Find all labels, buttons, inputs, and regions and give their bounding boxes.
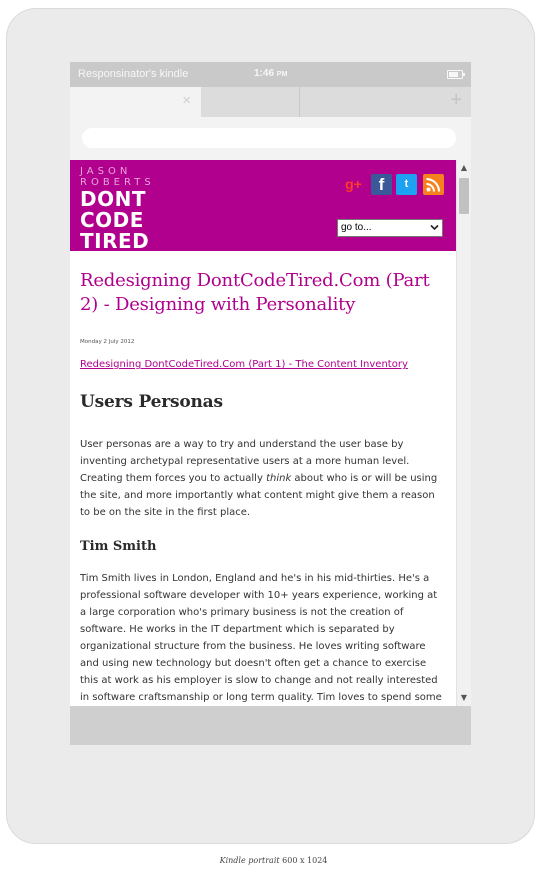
- device-caption: [0, 856, 547, 865]
- status-bar: [70, 62, 471, 87]
- tim-smith-paragraph: Tim Smith lives in London, England and he's in his mid-thirties. He's a professional software developer with 10+ years experience, working at a large corporation who's primary business is not the creation of software. He works in the IT department which is separated by organizational structure from the business. He loves writing software and using new technology but doesn't often get a chance to exercise this at work as his employer is slow to change and not really interested in software craftsmanship or long term quality. Tim loves to spend some: [80, 573, 442, 703]
- twitter-icon[interactable]: t: [396, 174, 417, 195]
- scroll-thumb[interactable]: [459, 178, 469, 214]
- bottom-bar: [70, 706, 471, 745]
- rss-icon[interactable]: [423, 174, 444, 195]
- scroll-down-icon[interactable]: ▼: [460, 693, 468, 702]
- logo-roberts: ROBERTS: [80, 177, 155, 188]
- logo-jason: JASON: [80, 166, 132, 177]
- device-owner-label: Responsinator's kindle: [78, 68, 189, 80]
- web-viewport[interactable]: [70, 160, 471, 706]
- vertical-scrollbar[interactable]: [456, 160, 471, 706]
- site-header: [70, 160, 456, 251]
- para-text-b: about who is or will be using the site, and more importantly what content might give them a reason to be on the site in the first place.: [80, 473, 438, 518]
- url-input[interactable]: [82, 128, 456, 148]
- chevron-down-icon: [430, 224, 439, 231]
- web-page: [70, 160, 456, 740]
- battery-icon: [447, 70, 463, 79]
- address-bar: [70, 117, 471, 160]
- clock-ampm: PM: [276, 71, 288, 78]
- para-text-a: User personas are a way to try and understand the user base by inventing archetypal representative users at a more human level. Creating them forces you to actually: [80, 439, 410, 484]
- tab-active[interactable]: [70, 87, 201, 117]
- new-tab-icon[interactable]: +: [450, 89, 462, 111]
- logo-tired: TIRED: [80, 229, 150, 253]
- clock: [254, 68, 287, 79]
- tab-empty[interactable]: [201, 87, 300, 117]
- previous-post-link[interactable]: Redesigning DontCodeTired.Com (Part 1) - The Content Inventory: [80, 359, 408, 370]
- google-plus-icon[interactable]: g+: [343, 174, 364, 195]
- post-title[interactable]: Redesigning DontCodeTired.Com (Part 2) - Designing with Personality: [80, 270, 430, 315]
- goto-select-value: go to...: [341, 222, 372, 233]
- site-logo[interactable]: [80, 166, 155, 251]
- section-heading-tim-smith: Tim Smith: [80, 539, 157, 554]
- post-content: [70, 269, 456, 740]
- clock-time: 1:46: [254, 68, 275, 79]
- goto-select[interactable]: [337, 219, 443, 237]
- facebook-icon[interactable]: f: [371, 174, 392, 195]
- caption-size: 600 x 1024: [282, 856, 328, 865]
- section-heading-personas: Users Personas: [80, 392, 223, 412]
- browser-tab-strip: [70, 87, 471, 117]
- scroll-up-icon[interactable]: ▲: [460, 163, 468, 172]
- post-date: Monday 2 July 2012: [80, 339, 135, 345]
- caption-label: Kindle portrait: [219, 856, 280, 865]
- logo-dont: DONT: [80, 187, 146, 211]
- kindle-screen: [70, 62, 471, 745]
- para-emphasis: think: [266, 473, 292, 484]
- personas-paragraph: [80, 436, 446, 521]
- close-tab-icon[interactable]: ×: [182, 92, 191, 109]
- logo-code: CODE: [80, 208, 144, 232]
